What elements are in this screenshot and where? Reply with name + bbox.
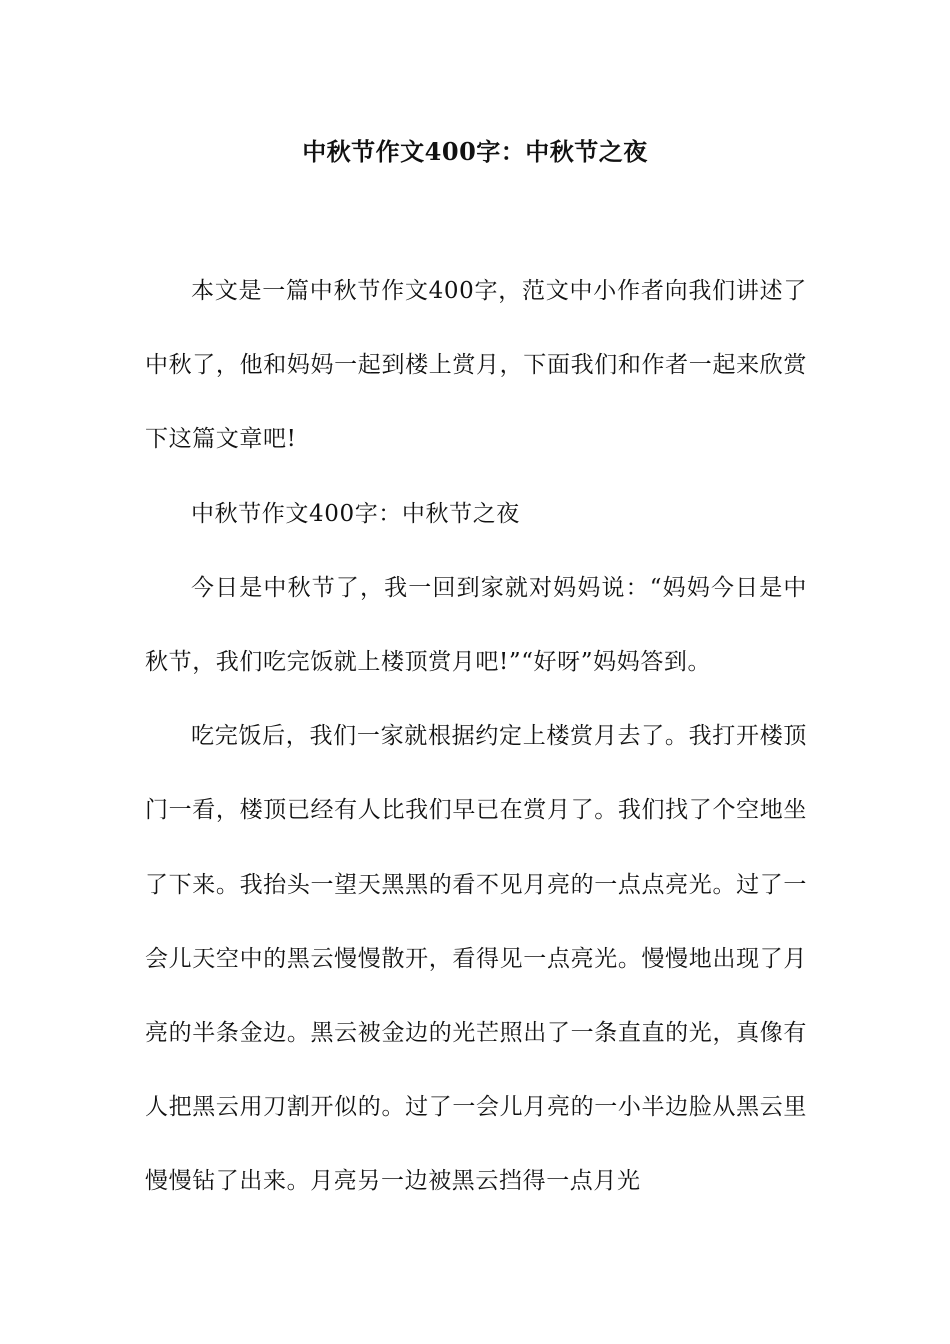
- paragraph-dialogue: 今日是中秋节了，我一回到家就对妈妈说：“妈妈今日是中秋节，我们吃完饭就上楼顶赏月吧!”“好呀”妈妈答到。: [145, 574, 807, 676]
- paragraph-subtitle: 中秋节作文400字：中秋节之夜: [191, 500, 520, 527]
- document-title: 中秋节作文400字：中秋节之夜: [302, 137, 648, 166]
- document-body: [145, 254, 807, 1219]
- paragraph-moon-viewing: 吃完饭后，我们一家就根据约定上楼赏月去了。我打开楼顶门一看，楼顶已经有人比我们早已在赏月了。我们找了个空地坐了下来。我抬头一望天黑黑的看不见月亮的一点点亮光。过了一会儿天空中的黑云慢慢散开，看得见一点亮光。慢慢地出现了月亮的半条金边。黑云被金边的光芒照出了一条直直的光，真像有人把黑云用刀割开似的。过了一会儿月亮的一小半边脸从黑云里慢慢钻了出来。月亮另一边被黑云挡得一点月光: [145, 723, 807, 1195]
- paragraph-intro: 本文是一篇中秋节作文400字，范文中小作者向我们讲述了中秋了，他和妈妈一起到楼上赏月，下面我们和作者一起来欣赏下这篇文章吧!: [145, 278, 807, 453]
